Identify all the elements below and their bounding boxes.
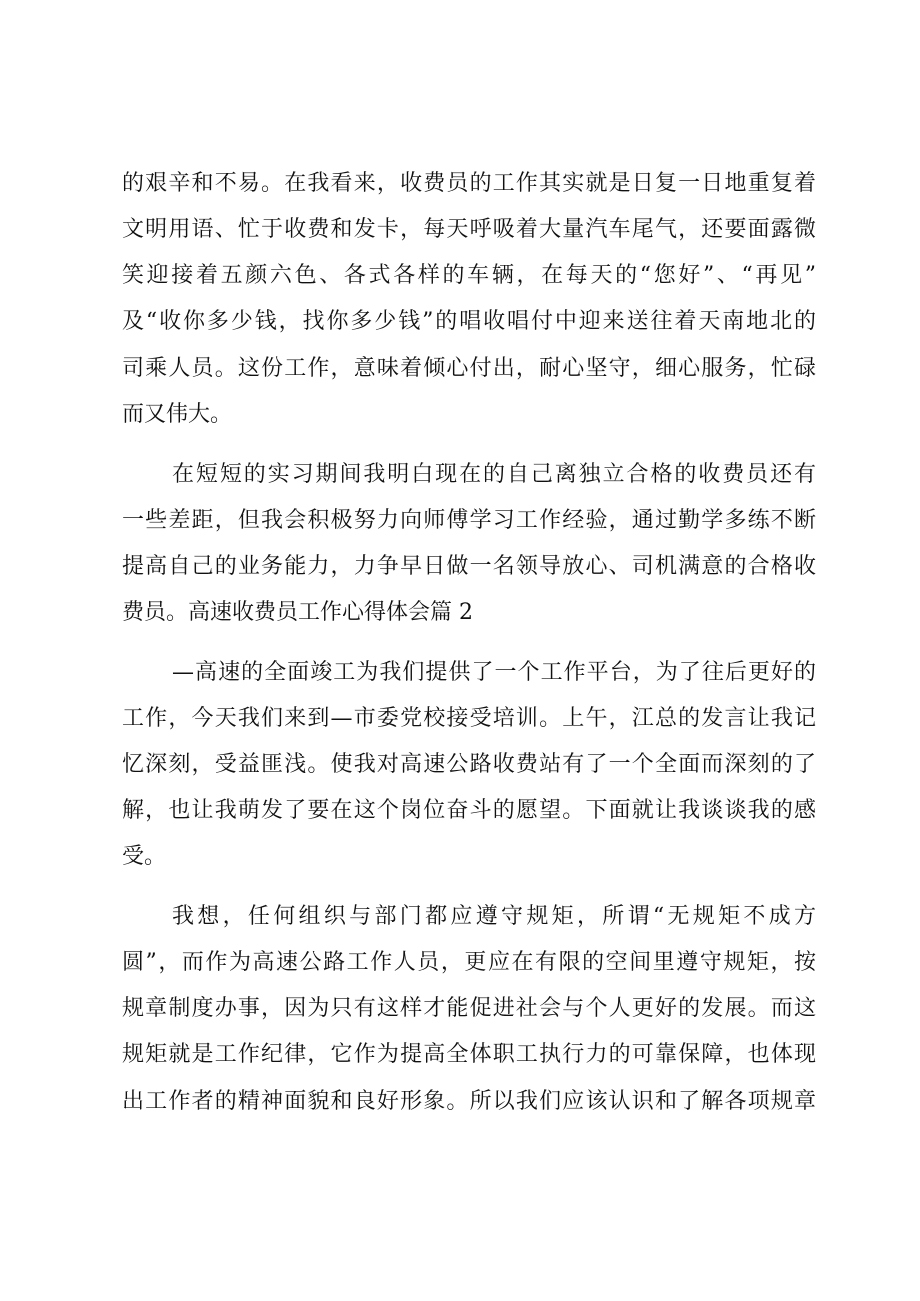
paragraph-3-line-3: 忆深刻，受益匪浅。使我对高速公路收费站有了一个全面而深刻的了 bbox=[122, 752, 816, 777]
paragraph-1-line-3: 笑迎接着五颜六色、各式各样的车辆，在每天的“您好”、“再见” bbox=[122, 263, 816, 288]
paragraph-4-line-5: 出工作者的精神面貌和良好形象。所以我们应该认识和了解各项规章 bbox=[122, 1089, 816, 1114]
paragraph-4-line-3: 规章制度办事，因为只有这样才能促进社会与个人更好的发展。而这 bbox=[122, 996, 816, 1021]
paragraph-4-line-4: 规矩就是工作纪律，它作为提高全体职工执行力的可靠保障，也体现 bbox=[122, 1042, 816, 1067]
paragraph-2-line-2: 一些差距，但我会积极努力向师傅学习工作经验，通过勤学多练不断 bbox=[122, 508, 816, 533]
paragraph-2-line-3: 提高自己的业务能力，力争早日做一名领导放心、司机满意的合格收 bbox=[122, 554, 816, 579]
paragraph-4-line-2: 圆”，而作为高速公路工作人员，更应在有限的空间里遵守规矩，按 bbox=[122, 950, 816, 975]
paragraph-3-line-2: 工作，今天我们来到—市委党校接受培训。上午，江总的发言让我记 bbox=[122, 706, 816, 731]
paragraph-3-line-5: 受。 bbox=[122, 844, 167, 869]
paragraph-1-line-5: 司乘人员。这份工作，意味着倾心付出，耐心坚守，细心服务，忙碌 bbox=[122, 356, 816, 381]
paragraph-1-line-2: 文明用语、忙于收费和发卡，每天呼吸着大量汽车尾气，还要面露微 bbox=[122, 217, 816, 242]
paragraph-2-line-4: 费员。高速收费员工作心得体会篇 2 bbox=[122, 600, 473, 625]
paragraph-1-line-4: 及“收你多少钱，找你多少钱”的唱收唱付中迎来送往着天南地北的 bbox=[122, 309, 816, 334]
paragraph-3-line-4: 解，也让我萌发了要在这个岗位奋斗的愿望。下面就让我谈谈我的感 bbox=[122, 798, 816, 823]
paragraph-1-line-1: 的艰辛和不易。在我看来，收费员的工作其实就是日复一日地重复着 bbox=[122, 171, 816, 196]
paragraph-3-line-1: —高速的全面竣工为我们提供了一个工作平台，为了往后更好的 bbox=[172, 660, 816, 685]
paragraph-1-line-6: 而又伟大。 bbox=[122, 402, 233, 427]
paragraph-4-line-1: 我想，任何组织与部门都应遵守规矩，所谓“无规矩不成方 bbox=[172, 904, 816, 929]
paragraph-2-line-1: 在短短的实习期间我明白现在的自己离独立合格的收费员还有 bbox=[172, 462, 816, 487]
